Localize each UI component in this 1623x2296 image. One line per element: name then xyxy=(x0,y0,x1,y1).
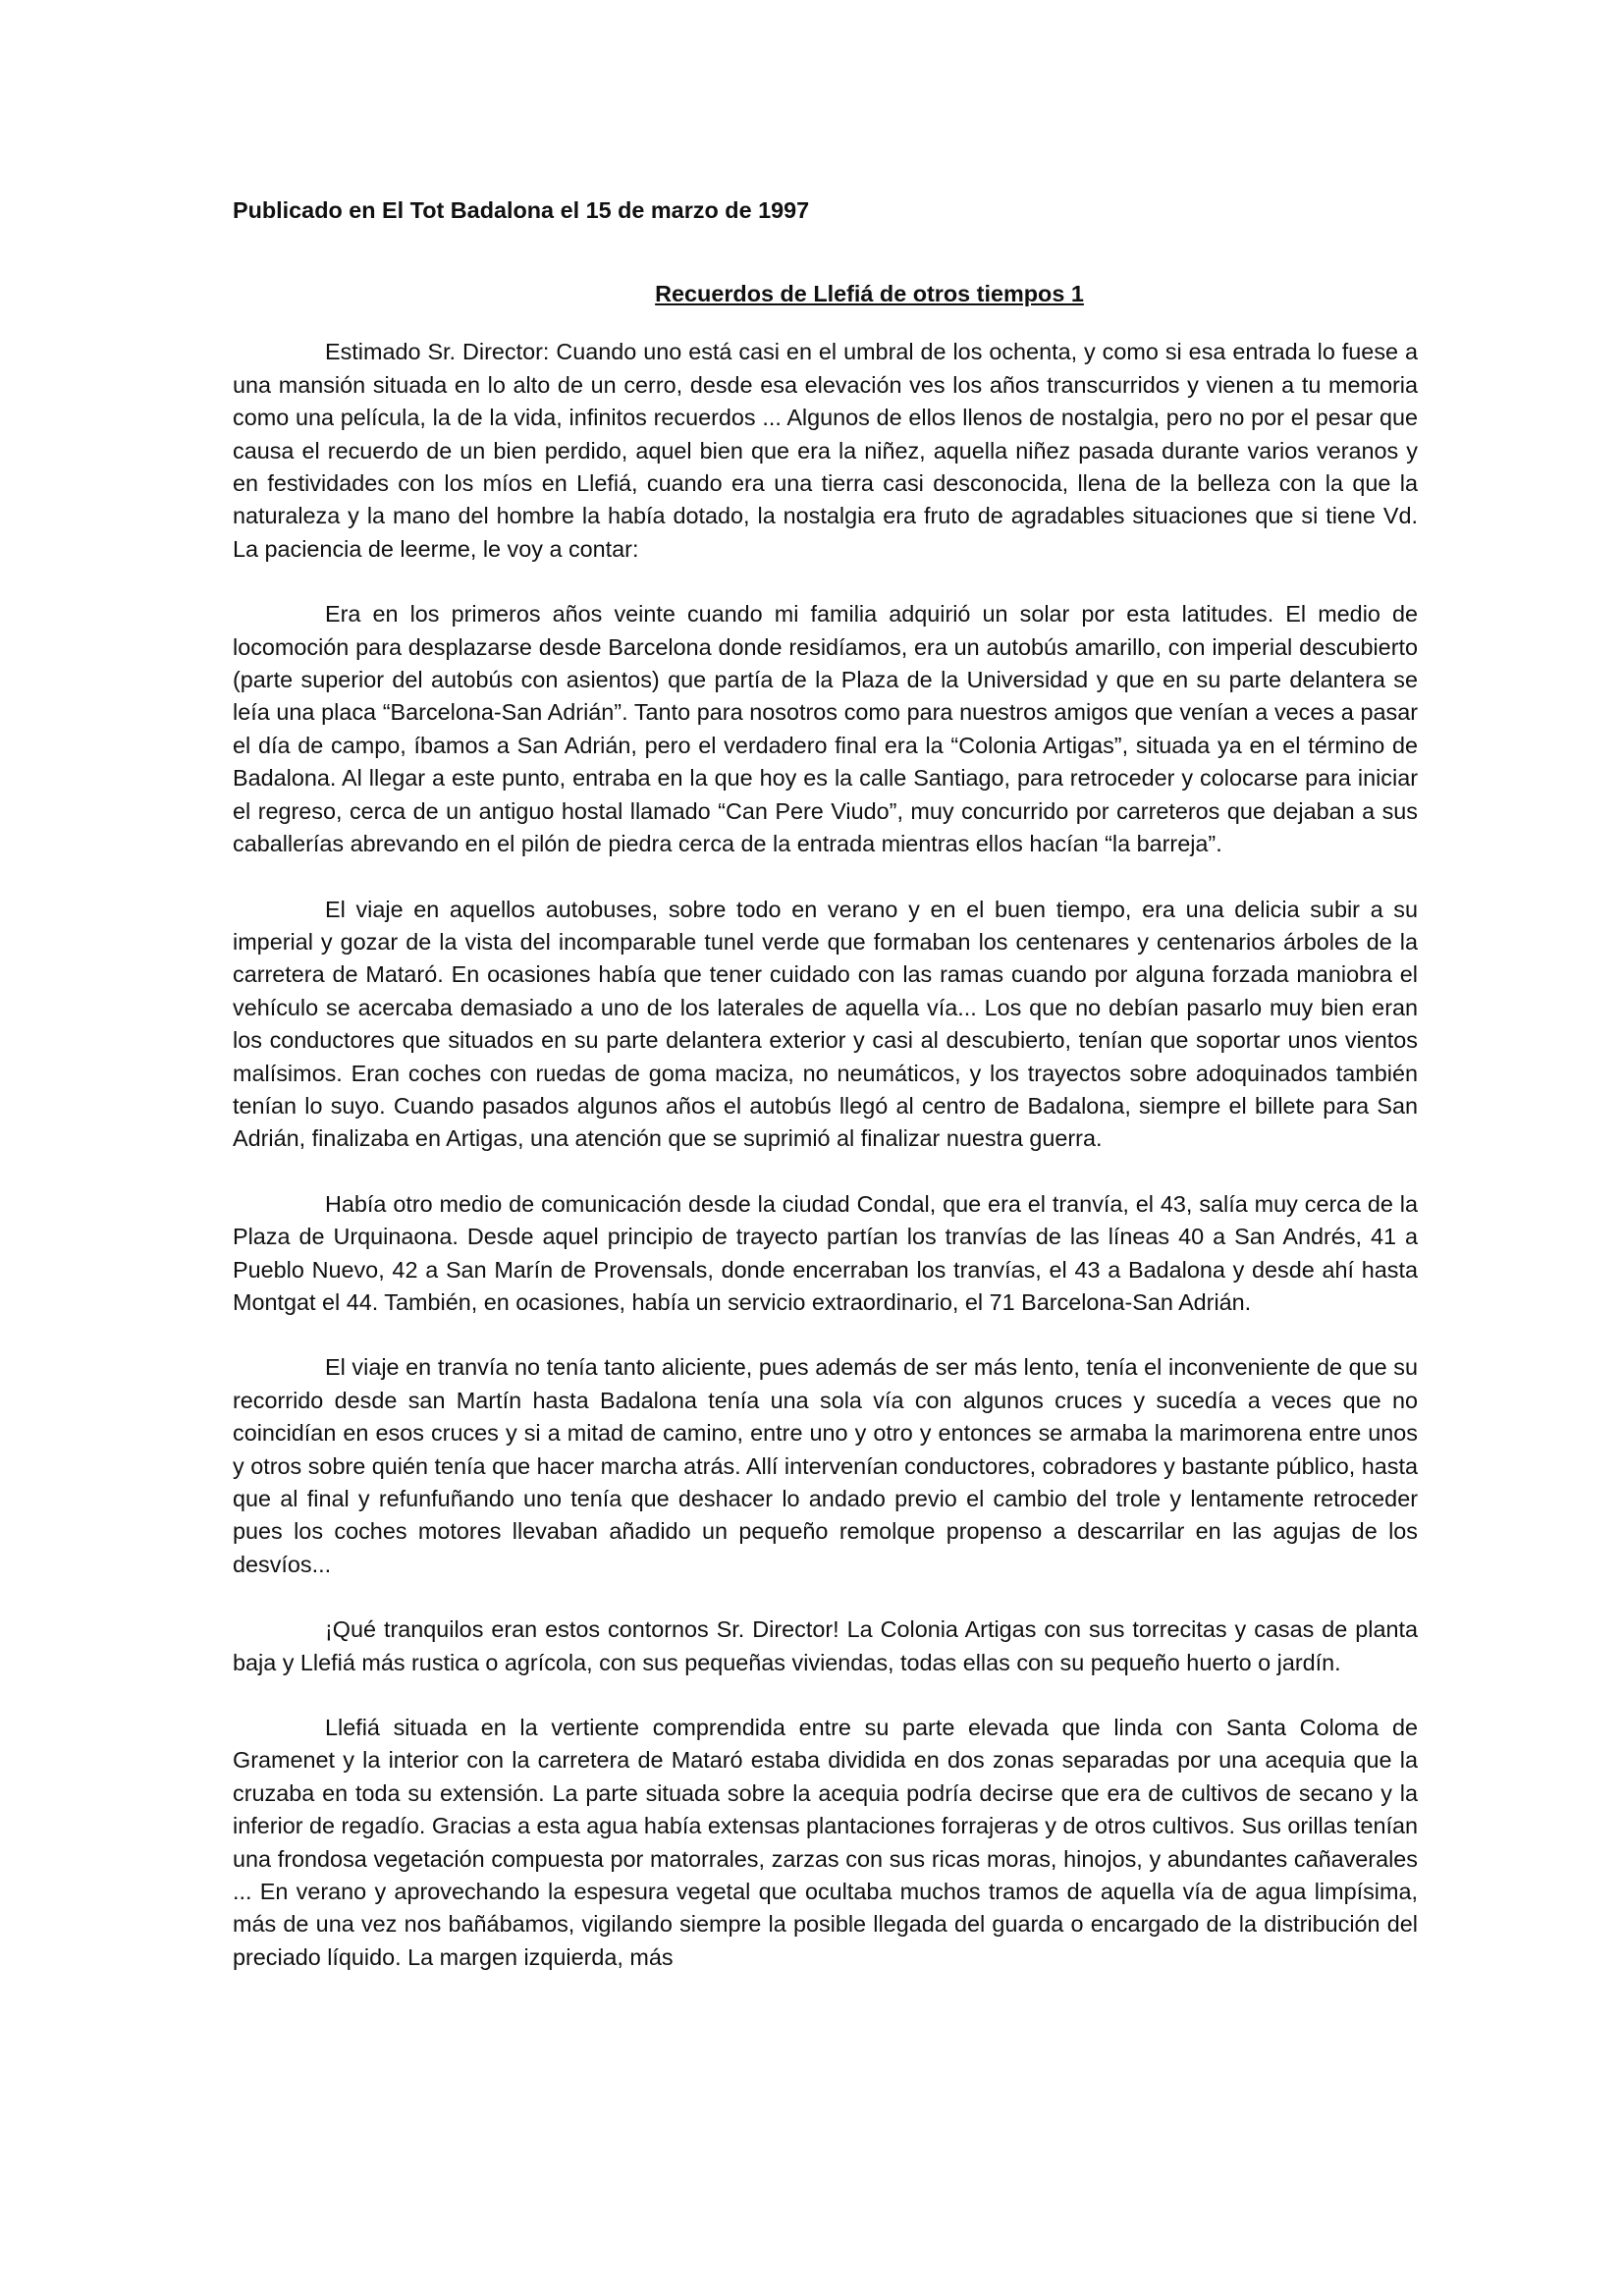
paragraph-7: Llefiá situada en la vertiente comprendida entre su parte elevada que linda con Santa Coloma de Gramenet y la interior con la carretera de Mataró estaba dividida en dos zonas separadas por una acequia que la cruzaba en toda su extensión. La parte situada sobre la acequia podría decirse que era de cultivos de secano y la inferior de regadío. Gracias a esta agua había extensas plantaciones forrajeras y de otros cultivos. Sus orillas tenían una frondosa vegetación compuesta por matorrales, zarzas con sus ricas moras, hinojos, y abundantes cañaverales ... En verano y aprovechando la espesura vegetal que ocultaba muchos tramos de aquella vía de agua limpísima, más de una vez nos bañábamos, vigilando siempre la posible llegada del guarda o encargado de la distribución del preciado líquido. La margen izquierda, más xyxy=(233,1715,1418,1970)
paragraph-5: El viaje en tranvía no tenía tanto aliciente, pues además de ser más lento, tenía el inconveniente de que su recorrido desde san Martín hasta Badalona tenía una sola vía con algunos cruces y sucedía a veces que no coincidían en esos cruces y si a mitad de camino, entre uno y otro y entonces se armaba la marimorena entre unos y otros sobre quién tenía que hacer marcha atrás. Allí intervenían conductores, cobradores y bastante público, hasta que al final y refunfuñando uno tenía que deshacer lo andado previo el cambio del trole y lentamente retroceder pues los coches motores llevaban añadido un pequeño remolque propenso a descarrilar en las agujas de los desvíos... xyxy=(233,1354,1418,1577)
paragraph-6: ¡Qué tranquilos eran estos contornos Sr. Director! La Colonia Artigas con sus torrecitas y casas de planta baja y Llefiá más rustica o agrícola, con sus pequeñas viviendas, todas ellas con su pequeño huerto o jardín. xyxy=(233,1616,1418,1675)
paragraph-2: Era en los primeros años veinte cuando mi familia adquirió un solar por esta latitudes. El medio de locomoción para desplazarse desde Barcelona donde residíamos, era un autobús amarillo, con imperial descubierto (parte superior del autobús con asientos) que partía de la Plaza de la Universidad y que en su parte delantera se leía una placa “Barcelona-San Adrián”. Tanto para nosotros como para nuestros amigos que venían a veces a pasar el día de campo, íbamos a San Adrián, pero el verdadero final era la “Colonia Artigas”, situada ya en el término de Badalona. Al llegar a este punto, entraba en la que hoy es la calle Santiago, para retroceder y colocarse para iniciar el regreso, cerca de un antiguo hostal llamado “Can Pere Viudo”, muy concurrido por carreteros que dejaban a sus caballerías abrevando en el pilón de piedra cerca de la entrada mientras ellos hacían “la barreja”. xyxy=(233,601,1418,857)
paragraph-4: Había otro medio de comunicación desde la ciudad Condal, que era el tranvía, el 43, salía muy cerca de la Plaza de Urquinaona. Desde aquel principio de trayecto partían los tranvías de las líneas 40 a San Andrés, 41 a Pueblo Nuevo, 42 a San Marín de Provensals, donde encerraban los tranvías, el 43 a Badalona y desde ahí hasta Montgat el 44. También, en ocasiones, había un servicio extraordinario, el 71 Barcelona-San Adrián. xyxy=(233,1190,1418,1315)
paragraph-3: El viaje en aquellos autobuses, sobre todo en verano y en el buen tiempo, era una delicia subir a su imperial y gozar de la vista del incomparable tunel verde que formaban los centenares y centenarios árboles de la carretera de Mataró. En ocasiones había que tener cuidado con las ramas cuando por alguna forzada maniobra el vehículo se acercaba demasiado a uno de los laterales de aquella vía... Los que no debían pasarlo muy bien eran los conductores que situados en su parte delantera exterior y casi al descubierto, tenían que soportar unos vientos malísimos. Eran coches con ruedas de goma maciza, no neumáticos, y los trayectos sobre adoquinados también tenían lo suyo. Cuando pasados algunos años el autobús llegó al centro de Badalona, siempre el billete para San Adrián, finalizaba en Artigas, una atención que se suprimió al finalizar nuestra guerra. xyxy=(233,896,1418,1152)
paragraph-1: Estimado Sr. Director: Cuando uno está casi en el umbral de los ochenta, y como si esa entrada lo fuese a una mansión situada en lo alto de un cerro, desde esa elevación ves los años transcurridos y vienen a tu memoria como una película, la de la vida, infinitos recuerdos ... Algunos de ellos llenos de nostalgia, pero no por el pesar que causa el recuerdo de un bien perdido, aquel bien que era la niñez, aquella niñez pasada durante varios veranos y en festividades con los míos en Llefiá, cuando era una tierra casi desconocida, llena de la belleza con la que la naturaleza y la mano del hombre la había dotado, la nostalgia era fruto de agradables situaciones que si tiene Vd. La paciencia de leerme, le voy a contar: xyxy=(233,339,1418,562)
article-title: Recuerdos de Llefiá de otros tiempos 1 xyxy=(655,281,1084,306)
publication-line: Publicado en El Tot Badalona el 15 de marzo de 1997 xyxy=(233,197,810,223)
document-page xyxy=(233,194,1418,1974)
